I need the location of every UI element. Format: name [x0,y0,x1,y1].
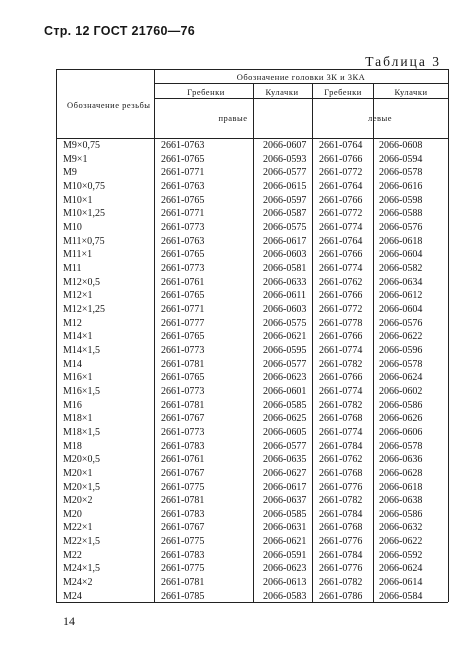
jaw-left-cell: 2066-0582 [379,262,423,274]
comb-left-cell: 2661-0766 [319,372,363,384]
jaw-right-cell: 2066-0577 [263,358,307,370]
thread-designation-cell: M14 [63,358,82,370]
thread-designation-cell: M18×1,5 [63,426,101,438]
jaw-right-cell: 2066-0611 [263,290,306,302]
jaws-left-header: Кулачки [394,87,428,97]
jaw-left-cell: 2066-0622 [379,536,423,548]
jaw-right-cell: 2066-0623 [263,372,307,384]
thread-designation-cell: M22 [63,549,82,561]
table-row [56,400,448,415]
jaw-left-cell: 2066-0636 [379,454,423,466]
jaw-left-cell: 2066-0616 [379,180,423,192]
comb-left-cell: 2661-0782 [319,399,363,411]
thread-designation-cell: M12 [63,317,82,329]
jaw-left-cell: 2066-0624 [379,372,423,384]
thread-designation-cell: M16 [63,399,82,411]
comb-left-cell: 2661-0776 [319,536,363,548]
jaw-left-cell: 2066-0598 [379,194,423,206]
header-bottom-rule [56,138,448,139]
left-hand-header: левые [367,113,393,123]
table-row [56,372,448,387]
comb-left-cell: 2661-0786 [319,590,363,602]
table-row [56,154,448,169]
jaw-left-cell: 2066-0578 [379,358,423,370]
jaw-left-cell: 2066-0632 [379,522,423,534]
jaws-right-header: Кулачки [265,87,299,97]
jaw-left-cell: 2066-0602 [379,385,423,397]
table-row [56,359,448,374]
table-row [56,536,448,551]
comb-left-cell: 2661-0774 [319,426,363,438]
page-number: 14 [63,614,75,628]
table-row [56,454,448,469]
jaw-right-cell: 2066-0617 [263,235,307,247]
comb-left-cell: 2661-0772 [319,167,363,179]
jaw-right-cell: 2066-0623 [263,563,307,575]
thread-designation-cell: M24×1,5 [63,563,101,575]
thread-designation-cell: M24 [63,590,82,602]
jaw-right-cell: 2066-0577 [263,167,307,179]
table-row [56,563,448,578]
table-row [56,195,448,210]
thread-designation-cell: M18×1 [63,413,93,425]
thread-designation-cell: M14×1 [63,331,93,343]
jaw-right-cell: 2066-0593 [263,153,307,165]
jaw-left-cell: 2066-0614 [379,577,423,589]
thread-designation-cell: M11×1 [63,249,93,261]
jaw-right-cell: 2066-0575 [263,221,307,233]
comb-right-cell: 2661-0765 [161,194,205,206]
comb-right-cell: 2661-0765 [161,372,205,384]
thread-designation-cell: M20×0,5 [63,454,101,466]
table-row [56,318,448,333]
thread-designation-cell: M14×1,5 [63,344,101,356]
table-row [56,386,448,401]
thread-designation-cell: M11 [63,262,82,274]
jaw-right-cell: 2066-0587 [263,208,307,220]
comb-right-cell: 2661-0767 [161,522,205,534]
thread-designation-cell: M12×1,25 [63,303,106,315]
comb-left-cell: 2661-0768 [319,522,363,534]
jaw-right-cell: 2066-0607 [263,140,307,151]
jaw-right-cell: 2066-0621 [263,536,307,548]
table-row [56,249,448,264]
jaw-left-cell: 2066-0576 [379,317,423,329]
comb-right-cell: 2661-0771 [161,167,205,179]
thread-designation-cell: M12×0,5 [63,276,101,288]
jaw-right-cell: 2066-0613 [263,577,307,589]
group-header: Обозначение головки 3К и 3КА [236,72,366,82]
comb-right-cell: 2661-0761 [161,276,205,288]
thread-designation-cell: M10×1 [63,194,93,206]
table-row [56,181,448,196]
table-right-rule [448,69,449,602]
comb-left-cell: 2661-0778 [319,317,363,329]
table-row [56,468,448,483]
jaw-right-cell: 2066-0595 [263,344,307,356]
comb-right-cell: 2661-0783 [161,549,205,561]
comb-right-cell: 2661-0773 [161,426,205,438]
jaw-left-cell: 2066-0634 [379,276,423,288]
comb-right-cell: 2661-0767 [161,467,205,479]
comb-right-cell: 2661-0767 [161,413,205,425]
thread-designation-cell: M22×1 [63,522,93,534]
jaw-left-cell: 2066-0586 [379,399,423,411]
jaw-right-cell: 2066-0585 [263,508,307,520]
thread-designation-cell: M18 [63,440,82,452]
jaw-left-cell: 2066-0624 [379,563,423,575]
comb-right-cell: 2661-0783 [161,508,205,520]
jaw-right-cell: 2066-0617 [263,481,307,493]
jaw-left-cell: 2066-0592 [379,549,423,561]
thread-designation-cell: M10×1,25 [63,208,106,220]
table-row [56,577,448,592]
jaw-right-cell: 2066-0601 [263,385,307,397]
comb-left-cell: 2661-0764 [319,140,363,151]
comb-right-cell: 2661-0781 [161,358,205,370]
table-row [56,263,448,278]
thread-designation-cell: M9×0,75 [63,140,101,151]
jaw-left-cell: 2066-0618 [379,481,423,493]
table-caption: Таблица 3 [365,54,441,69]
comb-left-cell: 2661-0772 [319,208,363,220]
jaw-left-cell: 2066-0608 [379,140,423,151]
jaw-right-cell: 2066-0585 [263,399,307,411]
jaw-right-cell: 2066-0603 [263,303,307,315]
jaw-right-cell: 2066-0575 [263,317,307,329]
jaw-right-cell: 2066-0637 [263,495,307,507]
table-row [56,277,448,292]
comb-left-cell: 2661-0774 [319,221,363,233]
table-row [56,495,448,510]
comb-left-cell: 2661-0768 [319,413,363,425]
jaw-left-cell: 2066-0626 [379,413,423,425]
jaw-left-cell: 2066-0604 [379,249,423,261]
comb-left-cell: 2661-0774 [319,262,363,274]
thread-designation-cell: M20×1 [63,467,93,479]
group-header-rule [154,83,448,84]
jaw-right-cell: 2066-0583 [263,590,307,602]
thread-designation-cell: M24×2 [63,577,93,589]
comb-right-cell: 2661-0775 [161,563,205,575]
comb-left-cell: 2661-0782 [319,577,363,589]
comb-left-cell: 2661-0784 [319,549,363,561]
table-row [56,140,448,155]
jaw-left-cell: 2066-0584 [379,590,423,602]
jaw-right-cell: 2066-0597 [263,194,307,206]
jaw-left-cell: 2066-0576 [379,221,423,233]
thread-designation-cell: M20×1,5 [63,481,101,493]
jaw-right-cell: 2066-0615 [263,180,307,192]
jaw-right-cell: 2066-0577 [263,440,307,452]
table-row [56,236,448,251]
comb-left-cell: 2661-0784 [319,508,363,520]
comb-left-cell: 2661-0762 [319,454,363,466]
table-row [56,482,448,497]
table-row [56,441,448,456]
comb-right-cell: 2661-0773 [161,262,205,274]
comb-left-cell: 2661-0784 [319,440,363,452]
jaw-left-cell: 2066-0612 [379,290,423,302]
comb-right-cell: 2661-0773 [161,221,205,233]
comb-right-cell: 2661-0765 [161,290,205,302]
comb-left-cell: 2661-0766 [319,249,363,261]
right-hand-header: правые [218,113,248,123]
comb-right-cell: 2661-0777 [161,317,205,329]
comb-right-cell: 2661-0785 [161,590,205,602]
comb-left-cell: 2661-0764 [319,180,363,192]
comb-left-cell: 2661-0774 [319,344,363,356]
jaw-left-cell: 2066-0578 [379,167,423,179]
comb-left-cell: 2661-0774 [319,385,363,397]
combs-right-header: Гребенки [187,87,225,97]
jaw-right-cell: 2066-0605 [263,426,307,438]
table-row [56,331,448,346]
table-row [56,427,448,442]
jaw-left-cell: 2066-0596 [379,344,423,356]
comb-left-cell: 2661-0766 [319,153,363,165]
comb-left-cell: 2661-0776 [319,481,363,493]
comb-left-cell: 2661-0766 [319,290,363,302]
comb-right-cell: 2661-0781 [161,495,205,507]
table-row [56,509,448,524]
thread-designation-cell: M9 [63,167,77,179]
comb-left-cell: 2661-0782 [319,495,363,507]
comb-left-cell: 2661-0768 [319,467,363,479]
thread-designation-cell: M16×1,5 [63,385,101,397]
designation-header: Обозначение резьбы [67,100,151,110]
jaw-left-cell: 2066-0606 [379,426,423,438]
comb-right-cell: 2661-0781 [161,399,205,411]
comb-left-cell: 2661-0772 [319,303,363,315]
page-header: Стр. 12 ГОСТ 21760—76 [44,24,196,38]
thread-designation-cell: M16×1 [63,372,93,384]
jaw-left-cell: 2066-0586 [379,508,423,520]
comb-right-cell: 2661-0773 [161,385,205,397]
table-row [56,304,448,319]
table-row [56,208,448,223]
jaw-right-cell: 2066-0627 [263,467,307,479]
comb-right-cell: 2661-0765 [161,249,205,261]
table-row [56,290,448,305]
table-row [56,550,448,565]
subheader-rule [154,98,448,99]
comb-right-cell: 2661-0771 [161,303,205,315]
comb-right-cell: 2661-0763 [161,180,205,192]
jaw-left-cell: 2066-0604 [379,303,423,315]
comb-left-cell: 2661-0766 [319,331,363,343]
thread-designation-cell: M22×1,5 [63,536,101,548]
comb-right-cell: 2661-0775 [161,536,205,548]
thread-designation-cell: M20×2 [63,495,93,507]
thread-designation-cell: M10×0,75 [63,180,106,192]
thread-designation-cell: M10 [63,221,82,233]
jaw-right-cell: 2066-0631 [263,522,307,534]
table-row [56,222,448,237]
jaw-left-cell: 2066-0578 [379,440,423,452]
table-row [56,345,448,360]
table-row [56,167,448,182]
jaw-right-cell: 2066-0621 [263,331,307,343]
comb-right-cell: 2661-0763 [161,235,205,247]
comb-right-cell: 2661-0771 [161,208,205,220]
comb-left-cell: 2661-0764 [319,235,363,247]
table-row [56,413,448,428]
thread-designation-cell: M11×0,75 [63,235,105,247]
jaw-left-cell: 2066-0618 [379,235,423,247]
thread-designation-cell: M9×1 [63,153,88,165]
jaw-right-cell: 2066-0603 [263,249,307,261]
combs-left-header: Гребенки [324,87,362,97]
comb-right-cell: 2661-0765 [161,331,205,343]
comb-left-cell: 2661-0776 [319,563,363,575]
comb-left-cell: 2661-0766 [319,194,363,206]
jaw-right-cell: 2066-0635 [263,454,307,466]
jaw-left-cell: 2066-0622 [379,331,423,343]
jaw-left-cell: 2066-0628 [379,467,423,479]
comb-right-cell: 2661-0765 [161,153,205,165]
table-row [56,522,448,537]
jaw-left-cell: 2066-0638 [379,495,423,507]
thread-designation-cell: M12×1 [63,290,93,302]
comb-right-cell: 2661-0783 [161,440,205,452]
comb-right-cell: 2661-0761 [161,454,205,466]
comb-right-cell: 2661-0775 [161,481,205,493]
jaw-right-cell: 2066-0591 [263,549,307,561]
jaw-left-cell: 2066-0594 [379,153,423,165]
table-top-rule [56,69,448,70]
comb-left-cell: 2661-0782 [319,358,363,370]
jaw-right-cell: 2066-0581 [263,262,307,274]
comb-right-cell: 2661-0781 [161,577,205,589]
thread-designation-cell: M20 [63,508,82,520]
jaw-right-cell: 2066-0625 [263,413,307,425]
comb-right-cell: 2661-0763 [161,140,205,151]
comb-right-cell: 2661-0773 [161,344,205,356]
jaw-right-cell: 2066-0633 [263,276,307,288]
table-row [56,591,448,606]
comb-left-cell: 2661-0762 [319,276,363,288]
jaw-left-cell: 2066-0588 [379,208,423,220]
